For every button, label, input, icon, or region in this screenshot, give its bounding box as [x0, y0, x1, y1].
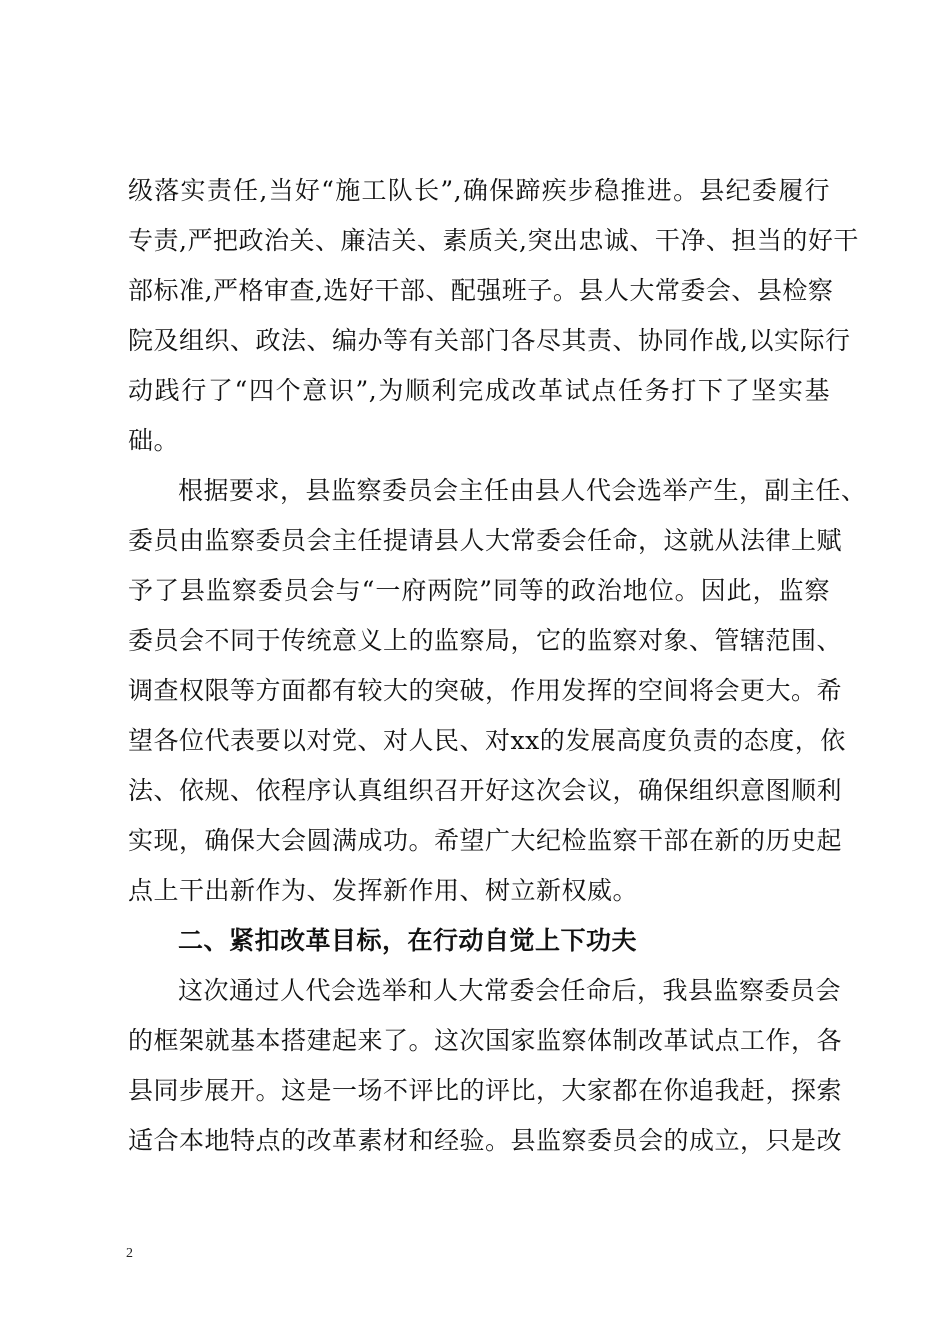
text-line: 的框架就基本搭建起来了。这次国家监察体制改革试点工作，各	[128, 1026, 843, 1055]
text-line: 望各位代表要以对党、对人民、对xx的发展高度负责的态度，依	[128, 726, 846, 755]
text-line: 级落实责任,当好“施工队长”,确保蹄疾步稳推进。县纪委履行	[128, 176, 830, 205]
text-line: 委员会不同于传统意义上的监察局，它的监察对象、管辖范围、	[128, 626, 843, 655]
text-line: 部标准,严格审查,选好干部、配强班子。县人大常委会、县检察	[128, 276, 834, 305]
text-line: 点上干出新作为、发挥新作用、树立新权威。	[128, 876, 639, 905]
text-line: 予了县监察委员会与“一府两院”同等的政治地位。因此，监察	[128, 576, 830, 605]
text-line: 法、依规、依程序认真组织召开好这次会议，确保组织意图顺利	[128, 776, 843, 805]
text-line: 础。	[128, 426, 180, 455]
text-line: 院及组织、政法、编办等有关部门各尽其责、协同作战,以实际行	[128, 326, 851, 355]
text-line: 实现，确保大会圆满成功。希望广大纪检监察干部在新的历史起	[128, 826, 843, 855]
text-line: 调查权限等方面都有较大的突破，作用发挥的空间将会更大。希	[128, 676, 843, 705]
paragraph-start: 这次通过人代会选举和人大常委会任命后，我县监察委员会	[178, 976, 842, 1005]
text-line: 委员由监察委员会主任提请县人大常委会任命，这就从法律上赋	[128, 526, 843, 555]
text-line: 动践行了“四个意识”,为顺利完成改革试点任务打下了坚实基	[128, 376, 830, 405]
page-number: 2	[126, 1246, 133, 1261]
text-line: 县同步展开。这是一场不评比的评比，大家都在你追我赶，探索	[128, 1076, 843, 1105]
text-line: 专责,严把政治关、廉洁关、素质关,突出忠诚、干净、担当的好干	[128, 226, 859, 255]
body-text	[128, 166, 867, 1166]
text-line: 适合本地特点的改革素材和经验。县监察委员会的成立，只是改	[128, 1126, 843, 1155]
section-heading: 二、紧扣改革目标，在行动自觉上下功夫	[178, 926, 638, 955]
paragraph-start: 根据要求，县监察委员会主任由县人代会选举产生，副主任、	[178, 476, 867, 505]
